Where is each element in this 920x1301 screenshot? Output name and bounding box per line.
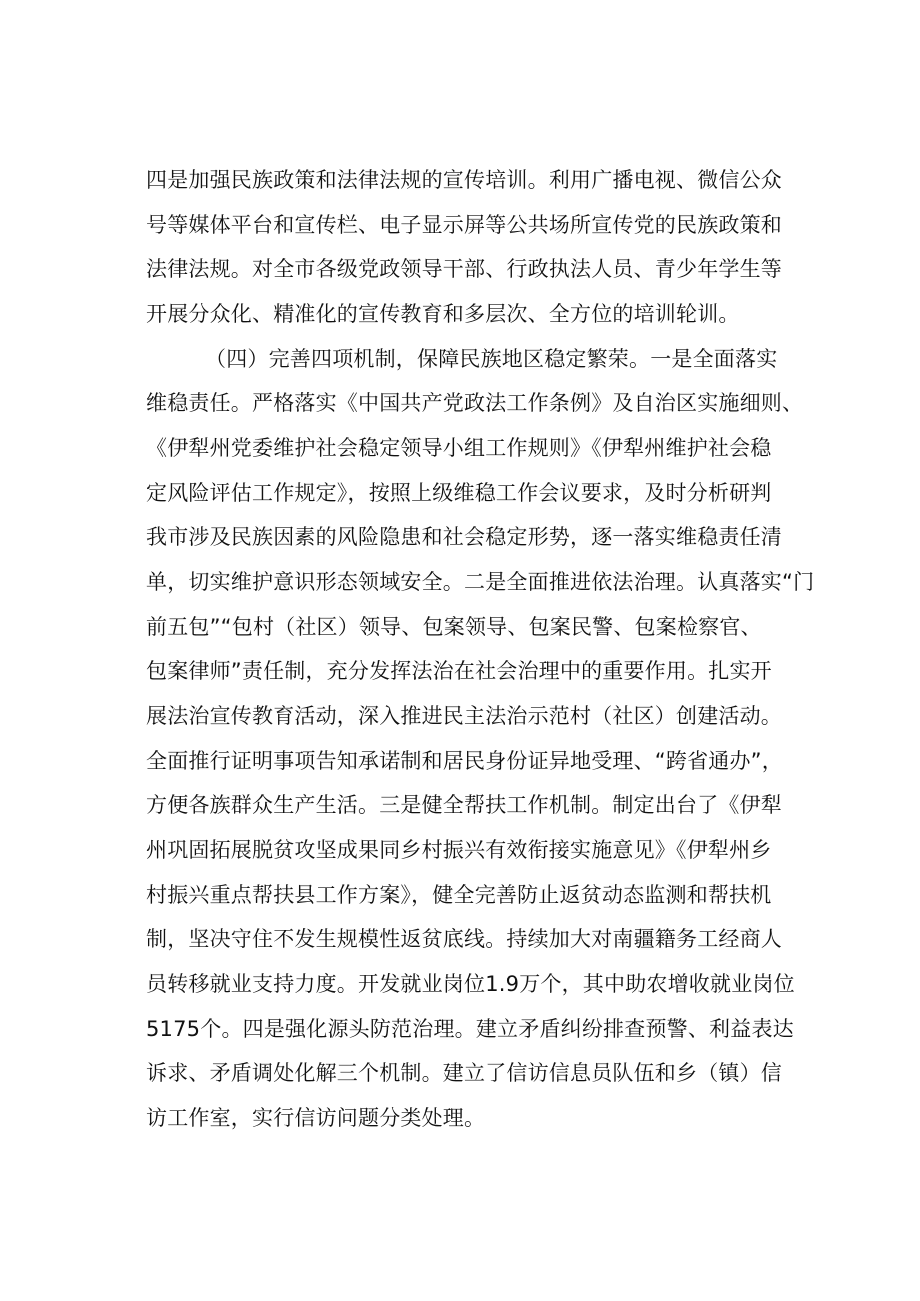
body-line-3: 法律法规。对全市各级党政领导干部、行政执法人员、青少年学生等	[146, 257, 782, 281]
body-line-20: 5175个。四是强化源头防范治理。建立矛盾纠纷排查预警、利益表达	[146, 1017, 794, 1041]
body-line-2: 号等媒体平台和宣传栏、电子显示屏等公共场所宣传党的民族政策和	[146, 213, 782, 237]
body-line-16: 州巩固拓展脱贫攻坚成果同乡村振兴有效衔接实施意见》《伊犁州乡	[146, 838, 772, 862]
body-line-10: 单，切实维护意识形态领域安全。二是全面推进依法治理。认真落实“门	[146, 570, 815, 594]
body-line-11: 前五包”“包村（社区）领导、包案领导、包案民警、包案检察官、	[146, 615, 762, 639]
body-line-6: 维稳责任。严格落实《中国共产党政法工作条例》及自治区实施细则、	[146, 391, 804, 415]
body-line-21: 诉求、矛盾调处化解三个机制。建立了信访信息员队伍和乡（镇）信	[146, 1061, 782, 1085]
body-line-19: 员转移就业支持力度。开发就业岗位1.9万个，其中助农增收就业岗位	[146, 972, 795, 996]
body-line-12: 包案律师”责任制，充分发挥法治在社会治理中的重要作用。扎实开	[146, 659, 772, 683]
body-line-15: 方便各族群众生产生活。三是健全帮扶工作机制。制定出台了《伊犁	[146, 793, 782, 817]
section-heading-line: （四）完善四项机制，保障民族地区稳定繁荣。一是全面落实	[205, 347, 778, 371]
body-line-14: 全面推行证明事项告知承诺制和居民身份证异地受理、“跨省通办”，	[146, 749, 783, 773]
body-line-18: 制，坚决守住不发生规模性返贫底线。持续加大对南疆籍务工经商人	[146, 927, 782, 951]
body-line-22: 访工作室，实行信访问题分类处理。	[146, 1106, 486, 1130]
body-line-4: 开展分众化、精准化的宣传教育和多层次、全方位的培训轮训。	[146, 302, 740, 326]
body-line-13: 展法治宣传教育活动，深入推进民主法治示范村（社区）创建活动。	[146, 704, 782, 728]
body-line-8: 定风险评估工作规定》，按照上级维稳工作会议要求，及时分析研判	[146, 481, 772, 505]
body-line-9: 我市涉及民族因素的风险隐患和社会稳定形势，逐一落实维稳责任清	[146, 525, 782, 549]
body-line-7: 《伊犁州党委维护社会稳定领导小组工作规则》《伊犁州维护社会稳	[146, 436, 772, 460]
body-line-1: 四是加强民族政策和法律法规的宣传培训。利用广播电视、微信公众	[146, 168, 782, 192]
body-line-17: 村振兴重点帮扶县工作方案》，健全完善防止返贫动态监测和帮扶机	[146, 883, 772, 907]
